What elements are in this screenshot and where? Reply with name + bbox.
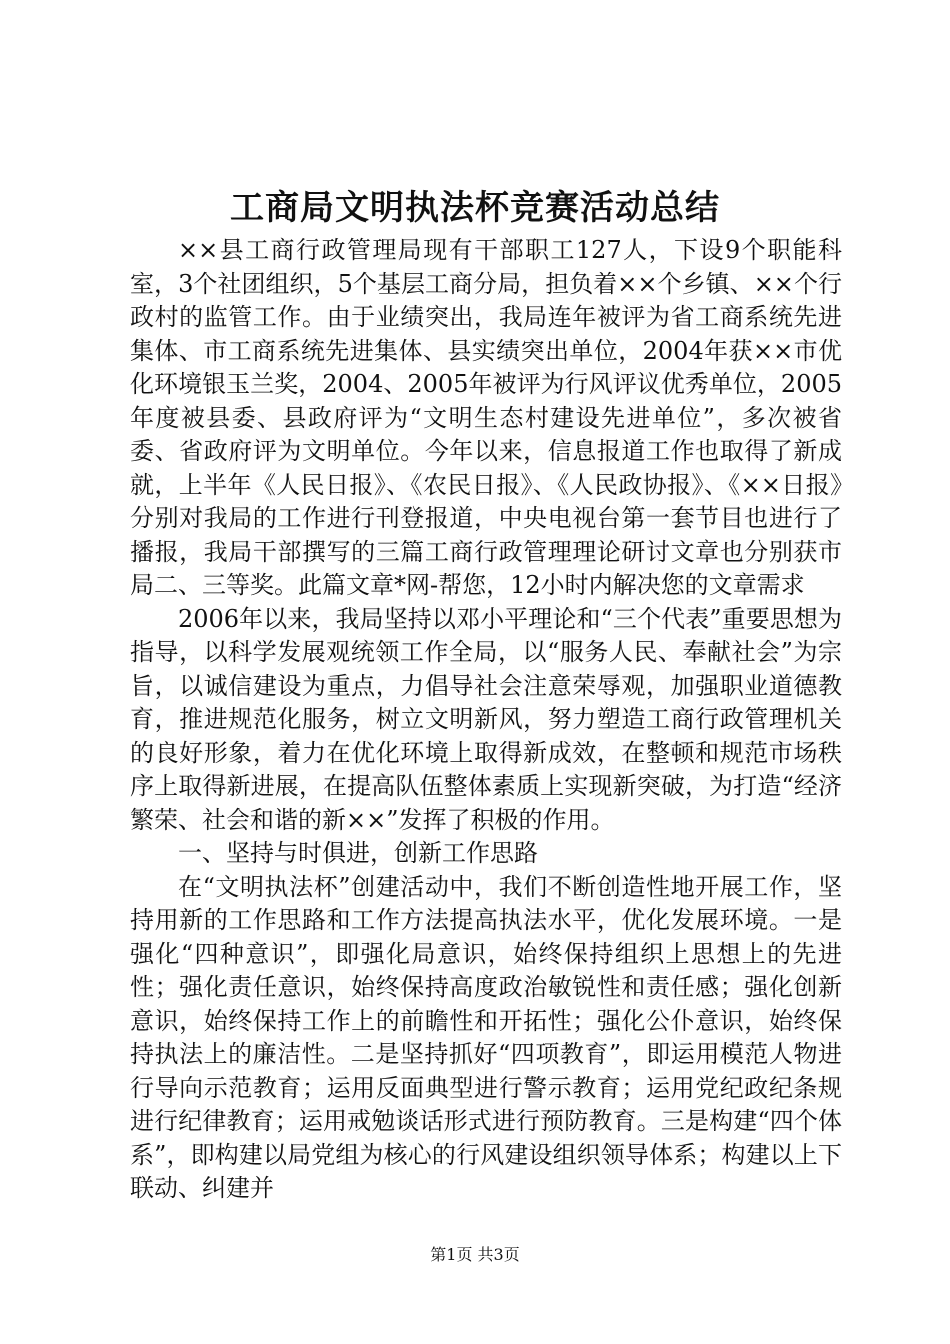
paragraph-since-2006: 2006年以来，我局坚持以邓小平理论和“三个代表”重要思想为指导，以科学发展观统领工作全局，以“服务人民、奉献社会”为宗旨，以诚信建设为重点，力倡导社会注意荣辱观，加强职业道德教育，推进规范化服务，树立文明新风，努力塑造工商行政管理机关的良好形象，着力在优化环境上取得新成效，在整顿和规范市场秩序上取得新进展，在提高队伍整体素质上实现新突破，为打造“经济繁荣、社会和谐的新××”发挥了积极的作用。 [130,604,842,834]
document-title: 工商局文明执法杯竞赛活动总结 [230,188,720,228]
page-number-footer: 第1页 共3页 [430,1245,520,1264]
section-paragraph: 在“文明执法杯”创建活动中，我们不断创造性地开展工作，坚持用新的工作思路和工作方法提高执法水平，优化发展环境。一是强化“四种意识”，即强化局意识，始终保持组织上思想上的先进性；强化责任意识，始终保持高度政治敏锐性和责任感；强化创新意识，始终保持工作上的前瞻性和开拓性；强化公仆意识，始终保持执法上的廉洁性。二是坚持抓好“四项教育”，即运用模范人物进行导向示范教育；运用反面典型进行警示教育；运用党纪政纪条规进行纪律教育；运用戒勉谈话形式进行预防教育。三是构建“四个体系”，即构建以局党组为核心的行风建设组织领导体系；构建以上下联动、纠建并 [130,872,842,1202]
document-body [130,234,842,1206]
paragraph-intro: ××县工商行政管理局现有干部职工127人，下设9个职能科室，3个社团组织，5个基层工商分局，担负着××个乡镇、××个行政村的监管工作。由于业绩突出，我局连年被评为省工商系统先进集体、市工商系统先进集体、县实绩突出单位，2004年获××市优化环境银玉兰奖，2004、2005年被评为行风评议优秀单位，2005年度被县委、县政府评为“文明生态村建设先进单位”，多次被省委、省政府评为文明单位。今年以来，信息报道工作也取得了新成就，上半年《人民日报》、《农民日报》、《人民政协报》、《××日报》分别对我局的工作进行刊登报道，中央电视台第一套节目也进行了播报，我局干部撰写的三篇工商行政管理理论研讨文章也分别获市局二、三等奖。此篇文章*网-帮您，12小时内解决您的文章需求 [130,236,842,599]
section-heading: 一、坚持与时俱进，创新工作思路 [178,839,538,867]
